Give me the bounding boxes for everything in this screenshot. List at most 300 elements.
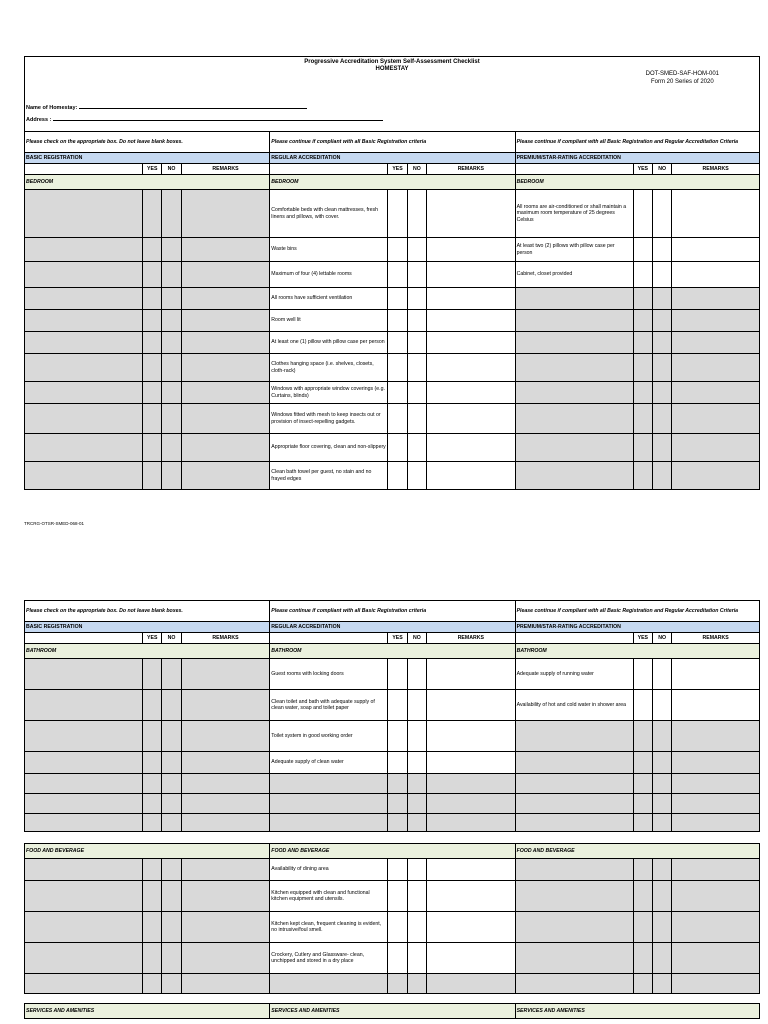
basic-yes-checkbox[interactable] (143, 794, 162, 814)
regular-yes-checkbox[interactable] (388, 354, 407, 382)
table-row (25, 404, 760, 434)
basic-yes-checkbox[interactable] (143, 774, 162, 794)
basic-no-checkbox[interactable] (162, 721, 181, 752)
basic-yes-checkbox[interactable] (143, 814, 162, 832)
premium-yes-checkbox[interactable] (633, 332, 652, 354)
basic-remarks-cell[interactable] (181, 814, 270, 832)
section-basic-registration: BASIC REGISTRATION (25, 622, 270, 633)
premium-criteria-item (515, 288, 633, 310)
column-header-remarks: REMARKS (427, 164, 516, 175)
premium-criteria-item (515, 774, 633, 794)
regular-remarks-cell[interactable] (427, 434, 516, 462)
regular-no-checkbox[interactable] (407, 354, 426, 382)
regular-remarks-cell[interactable] (427, 310, 516, 332)
premium-no-checkbox[interactable] (652, 859, 671, 881)
basic-remarks-cell[interactable] (181, 881, 270, 912)
instruction-basic: Please check on the appropriate box. Do not leave blank boxes. (25, 132, 270, 153)
premium-remarks-cell[interactable] (672, 814, 760, 832)
basic-yes-checkbox[interactable] (143, 462, 162, 490)
basic-criteria-cell (25, 238, 143, 262)
basic-no-checkbox[interactable] (162, 974, 181, 994)
premium-yes-checkbox[interactable] (633, 690, 652, 721)
premium-no-checkbox[interactable] (652, 332, 671, 354)
regular-criteria-item: Adequate supply of clean water (270, 752, 388, 774)
regular-no-checkbox[interactable] (407, 332, 426, 354)
premium-yes-checkbox[interactable] (633, 404, 652, 434)
group-header-bathroom: BATHROOM (25, 644, 270, 659)
basic-yes-checkbox[interactable] (143, 238, 162, 262)
table-row (25, 153, 760, 164)
basic-no-checkbox[interactable] (162, 912, 181, 943)
basic-yes-checkbox[interactable] (143, 354, 162, 382)
basic-criteria-cell (25, 881, 143, 912)
basic-no-checkbox[interactable] (162, 943, 181, 974)
premium-remarks-cell[interactable] (672, 310, 760, 332)
section-regular-accreditation: REGULAR ACCREDITATION (270, 622, 515, 633)
regular-remarks-cell[interactable] (427, 881, 516, 912)
instruction-premium: Please continue if compliant with all Basic Registration and Regular Accreditation Criteria (515, 132, 759, 153)
premium-remarks-cell[interactable] (672, 881, 760, 912)
premium-remarks-cell[interactable] (672, 690, 760, 721)
premium-criteria-item (515, 354, 633, 382)
regular-yes-checkbox[interactable] (388, 794, 407, 814)
premium-criteria-item (515, 332, 633, 354)
premium-criteria-item: At least two (2) pillows with pillow case per person (515, 238, 633, 262)
regular-no-checkbox[interactable] (407, 262, 426, 288)
regular-remarks-cell[interactable] (427, 659, 516, 690)
regular-remarks-cell[interactable] (427, 859, 516, 881)
regular-yes-checkbox[interactable] (388, 382, 407, 404)
basic-yes-checkbox[interactable] (143, 332, 162, 354)
basic-yes-checkbox[interactable] (143, 881, 162, 912)
column-header-no: NO (652, 164, 671, 175)
regular-yes-checkbox[interactable] (388, 404, 407, 434)
basic-yes-checkbox[interactable] (143, 659, 162, 690)
basic-yes-checkbox[interactable] (143, 310, 162, 332)
premium-yes-checkbox[interactable] (633, 310, 652, 332)
premium-remarks-cell[interactable] (672, 404, 760, 434)
regular-no-checkbox[interactable] (407, 288, 426, 310)
form-title: Progressive Accreditation System Self-Assessment Checklist (304, 59, 480, 65)
group-header-bedroom: BEDROOM (270, 175, 515, 190)
regular-no-checkbox[interactable] (407, 690, 426, 721)
premium-no-checkbox[interactable] (652, 690, 671, 721)
group-header-food: FOOD AND BEVERAGE (25, 844, 270, 859)
premium-no-checkbox[interactable] (652, 404, 671, 434)
regular-yes-checkbox[interactable] (388, 912, 407, 943)
form-series: Form 20 Series of 2020 (650, 79, 714, 85)
regular-remarks-cell[interactable] (427, 943, 516, 974)
basic-no-checkbox[interactable] (162, 859, 181, 881)
regular-yes-checkbox[interactable] (388, 943, 407, 974)
basic-yes-checkbox[interactable] (143, 382, 162, 404)
regular-no-checkbox[interactable] (407, 881, 426, 912)
basic-remarks-cell[interactable] (181, 190, 270, 238)
instruction-regular: Please continue if compliant with all Basic Registration criteria (270, 601, 515, 622)
basic-yes-checkbox[interactable] (143, 912, 162, 943)
premium-yes-checkbox[interactable] (633, 288, 652, 310)
regular-remarks-cell[interactable] (427, 794, 516, 814)
regular-yes-checkbox[interactable] (388, 288, 407, 310)
basic-criteria-cell (25, 404, 143, 434)
basic-remarks-cell[interactable] (181, 943, 270, 974)
regular-no-checkbox[interactable] (407, 404, 426, 434)
premium-yes-checkbox[interactable] (633, 752, 652, 774)
basic-remarks-cell[interactable] (181, 752, 270, 774)
basic-criteria-cell (25, 814, 143, 832)
regular-no-checkbox[interactable] (407, 462, 426, 490)
table-row (25, 462, 760, 490)
basic-no-checkbox[interactable] (162, 404, 181, 434)
basic-remarks-cell[interactable] (181, 721, 270, 752)
regular-remarks-cell[interactable] (427, 912, 516, 943)
regular-yes-checkbox[interactable] (388, 434, 407, 462)
premium-criteria-item (515, 881, 633, 912)
premium-no-checkbox[interactable] (652, 814, 671, 832)
instruction-regular: Please continue if compliant with all Basic Registration criteria (270, 132, 515, 153)
regular-no-checkbox[interactable] (407, 434, 426, 462)
basic-no-checkbox[interactable] (162, 774, 181, 794)
basic-no-checkbox[interactable] (162, 814, 181, 832)
basic-no-checkbox[interactable] (162, 434, 181, 462)
basic-criteria-cell (25, 859, 143, 881)
table-row (25, 844, 760, 859)
regular-no-checkbox[interactable] (407, 974, 426, 994)
basic-remarks-cell[interactable] (181, 659, 270, 690)
regular-no-checkbox[interactable] (407, 382, 426, 404)
premium-criteria-item (515, 943, 633, 974)
table-row (25, 859, 760, 881)
premium-criteria-item (515, 974, 633, 994)
regular-yes-checkbox[interactable] (388, 659, 407, 690)
premium-no-checkbox[interactable] (652, 354, 671, 382)
premium-yes-checkbox[interactable] (633, 794, 652, 814)
premium-no-checkbox[interactable] (652, 794, 671, 814)
regular-no-checkbox[interactable] (407, 310, 426, 332)
basic-yes-checkbox[interactable] (143, 190, 162, 238)
basic-remarks-cell[interactable] (181, 354, 270, 382)
basic-remarks-cell[interactable] (181, 332, 270, 354)
basic-no-checkbox[interactable] (162, 794, 181, 814)
premium-remarks-cell[interactable] (672, 912, 760, 943)
basic-remarks-cell[interactable] (181, 859, 270, 881)
regular-remarks-cell[interactable] (427, 690, 516, 721)
regular-criteria-item: Clothes hanging space (i.e. shelves, closets, cloth-rack) (270, 354, 388, 382)
basic-remarks-cell[interactable] (181, 404, 270, 434)
basic-criteria-cell (25, 354, 143, 382)
basic-no-checkbox[interactable] (162, 690, 181, 721)
regular-yes-checkbox[interactable] (388, 310, 407, 332)
regular-criteria-item: Clean toilet and bath with adequate supply of clean water, soap and toilet paper (270, 690, 388, 721)
premium-remarks-cell[interactable] (672, 752, 760, 774)
column-header-no: NO (652, 633, 671, 644)
regular-remarks-cell[interactable] (427, 721, 516, 752)
premium-no-checkbox[interactable] (652, 310, 671, 332)
column-header-yes: YES (388, 164, 407, 175)
basic-no-checkbox[interactable] (162, 881, 181, 912)
regular-criteria-item: Room well lit (270, 310, 388, 332)
regular-remarks-cell[interactable] (427, 190, 516, 238)
premium-yes-checkbox[interactable] (633, 814, 652, 832)
premium-yes-checkbox[interactable] (633, 434, 652, 462)
regular-no-checkbox[interactable] (407, 912, 426, 943)
table-row (25, 434, 760, 462)
premium-remarks-cell[interactable] (672, 382, 760, 404)
homestay-name-field[interactable] (26, 103, 307, 111)
basic-remarks-cell[interactable] (181, 288, 270, 310)
table-row (25, 994, 760, 1004)
basic-yes-checkbox[interactable] (143, 859, 162, 881)
premium-criteria-item: Adequate supply of running water (515, 659, 633, 690)
basic-remarks-cell[interactable] (181, 434, 270, 462)
premium-remarks-cell[interactable] (672, 462, 760, 490)
basic-remarks-cell[interactable] (181, 774, 270, 794)
premium-remarks-cell[interactable] (672, 332, 760, 354)
regular-no-checkbox[interactable] (407, 752, 426, 774)
table-row (25, 164, 760, 175)
regular-no-checkbox[interactable] (407, 859, 426, 881)
section-regular-accreditation: REGULAR ACCREDITATION (270, 153, 515, 164)
column-header-yes: YES (143, 164, 162, 175)
regular-remarks-cell[interactable] (427, 462, 516, 490)
premium-criteria-item (515, 794, 633, 814)
group-header-services: SERVICES AND AMENITIES (515, 1004, 759, 1019)
regular-yes-checkbox[interactable] (388, 814, 407, 832)
premium-no-checkbox[interactable] (652, 659, 671, 690)
basic-remarks-cell[interactable] (181, 382, 270, 404)
basic-no-checkbox[interactable] (162, 462, 181, 490)
regular-yes-checkbox[interactable] (388, 238, 407, 262)
regular-yes-checkbox[interactable] (388, 721, 407, 752)
premium-remarks-cell[interactable] (672, 659, 760, 690)
premium-criteria-item: Availability of hot and cold water in shower area (515, 690, 633, 721)
basic-criteria-cell (25, 434, 143, 462)
premium-no-checkbox[interactable] (652, 912, 671, 943)
basic-yes-checkbox[interactable] (143, 262, 162, 288)
premium-remarks-cell[interactable] (672, 721, 760, 752)
regular-remarks-cell[interactable] (427, 332, 516, 354)
premium-yes-checkbox[interactable] (633, 382, 652, 404)
premium-remarks-cell[interactable] (672, 774, 760, 794)
premium-no-checkbox[interactable] (652, 943, 671, 974)
regular-yes-checkbox[interactable] (388, 859, 407, 881)
regular-remarks-cell[interactable] (427, 238, 516, 262)
premium-no-checkbox[interactable] (652, 382, 671, 404)
bathroom-food-checklist-table (24, 600, 760, 1019)
basic-no-checkbox[interactable] (162, 354, 181, 382)
regular-yes-checkbox[interactable] (388, 881, 407, 912)
premium-criteria-item (515, 752, 633, 774)
regular-criteria-item: Availability of dining area (270, 859, 388, 881)
column-header-criteria (25, 633, 143, 644)
premium-yes-checkbox[interactable] (633, 190, 652, 238)
regular-criteria-item: Appropriate floor covering, clean and non-slippery (270, 434, 388, 462)
regular-no-checkbox[interactable] (407, 774, 426, 794)
basic-criteria-cell (25, 659, 143, 690)
premium-yes-checkbox[interactable] (633, 774, 652, 794)
basic-no-checkbox[interactable] (162, 659, 181, 690)
basic-remarks-cell[interactable] (181, 794, 270, 814)
column-header-criteria (270, 164, 388, 175)
regular-no-checkbox[interactable] (407, 814, 426, 832)
regular-remarks-cell[interactable] (427, 288, 516, 310)
column-header-no: NO (407, 164, 426, 175)
form-subtitle: HOMESTAY (375, 66, 409, 72)
premium-remarks-cell[interactable] (672, 288, 760, 310)
regular-criteria-item: Clean bath towel per guest, no stain and no frayed edges (270, 462, 388, 490)
premium-no-checkbox[interactable] (652, 881, 671, 912)
premium-remarks-cell[interactable] (672, 262, 760, 288)
regular-criteria-item: Guest rooms with locking doors (270, 659, 388, 690)
premium-yes-checkbox[interactable] (633, 943, 652, 974)
basic-remarks-cell[interactable] (181, 690, 270, 721)
basic-no-checkbox[interactable] (162, 238, 181, 262)
basic-no-checkbox[interactable] (162, 288, 181, 310)
premium-yes-checkbox[interactable] (633, 262, 652, 288)
column-header-yes: YES (388, 633, 407, 644)
regular-yes-checkbox[interactable] (388, 774, 407, 794)
basic-criteria-cell (25, 912, 143, 943)
basic-yes-checkbox[interactable] (143, 434, 162, 462)
regular-remarks-cell[interactable] (427, 404, 516, 434)
basic-criteria-cell (25, 774, 143, 794)
basic-no-checkbox[interactable] (162, 262, 181, 288)
regular-yes-checkbox[interactable] (388, 332, 407, 354)
homestay-name-line[interactable] (79, 103, 307, 109)
premium-no-checkbox[interactable] (652, 190, 671, 238)
premium-remarks-cell[interactable] (672, 974, 760, 994)
group-header-food: FOOD AND BEVERAGE (270, 844, 515, 859)
premium-yes-checkbox[interactable] (633, 912, 652, 943)
premium-no-checkbox[interactable] (652, 288, 671, 310)
basic-no-checkbox[interactable] (162, 332, 181, 354)
address-field[interactable] (26, 115, 383, 123)
regular-remarks-cell[interactable] (427, 752, 516, 774)
regular-criteria-item: Windows fitted with mesh to keep insects out or provision of insect-repelling gadgets. (270, 404, 388, 434)
premium-remarks-cell[interactable] (672, 794, 760, 814)
premium-no-checkbox[interactable] (652, 262, 671, 288)
section-basic-registration: BASIC REGISTRATION (25, 153, 270, 164)
basic-yes-checkbox[interactable] (143, 404, 162, 434)
premium-no-checkbox[interactable] (652, 774, 671, 794)
basic-no-checkbox[interactable] (162, 310, 181, 332)
premium-no-checkbox[interactable] (652, 434, 671, 462)
regular-yes-checkbox[interactable] (388, 462, 407, 490)
regular-remarks-cell[interactable] (427, 974, 516, 994)
premium-yes-checkbox[interactable] (633, 238, 652, 262)
regular-yes-checkbox[interactable] (388, 262, 407, 288)
basic-yes-checkbox[interactable] (143, 752, 162, 774)
regular-remarks-cell[interactable] (427, 774, 516, 794)
regular-criteria-item (270, 774, 388, 794)
regular-no-checkbox[interactable] (407, 190, 426, 238)
regular-remarks-cell[interactable] (427, 382, 516, 404)
basic-yes-checkbox[interactable] (143, 690, 162, 721)
premium-no-checkbox[interactable] (652, 974, 671, 994)
premium-criteria-item (515, 462, 633, 490)
premium-remarks-cell[interactable] (672, 434, 760, 462)
address-label: Address : (26, 117, 53, 123)
basic-remarks-cell[interactable] (181, 462, 270, 490)
table-row (25, 644, 760, 659)
premium-yes-checkbox[interactable] (633, 659, 652, 690)
premium-no-checkbox[interactable] (652, 238, 671, 262)
premium-remarks-cell[interactable] (672, 943, 760, 974)
basic-yes-checkbox[interactable] (143, 288, 162, 310)
regular-criteria-item (270, 974, 388, 994)
address-line[interactable] (53, 115, 383, 121)
regular-no-checkbox[interactable] (407, 238, 426, 262)
regular-yes-checkbox[interactable] (388, 690, 407, 721)
regular-yes-checkbox[interactable] (388, 974, 407, 994)
basic-remarks-cell[interactable] (181, 238, 270, 262)
form-code: DOT-SMED-SAF-HOM-001 (645, 71, 719, 77)
regular-yes-checkbox[interactable] (388, 752, 407, 774)
regular-criteria-item: At least one (1) pillow with pillow case per person (270, 332, 388, 354)
premium-yes-checkbox[interactable] (633, 721, 652, 752)
premium-yes-checkbox[interactable] (633, 462, 652, 490)
basic-yes-checkbox[interactable] (143, 721, 162, 752)
basic-no-checkbox[interactable] (162, 190, 181, 238)
premium-yes-checkbox[interactable] (633, 974, 652, 994)
premium-remarks-cell[interactable] (672, 354, 760, 382)
column-header-no: NO (162, 164, 181, 175)
regular-no-checkbox[interactable] (407, 943, 426, 974)
spacer-row (25, 994, 760, 1004)
premium-remarks-cell[interactable] (672, 859, 760, 881)
premium-yes-checkbox[interactable] (633, 881, 652, 912)
regular-remarks-cell[interactable] (427, 814, 516, 832)
basic-no-checkbox[interactable] (162, 752, 181, 774)
column-header-remarks: REMARKS (427, 633, 516, 644)
premium-no-checkbox[interactable] (652, 752, 671, 774)
premium-no-checkbox[interactable] (652, 721, 671, 752)
column-header-yes: YES (633, 164, 652, 175)
basic-criteria-cell (25, 462, 143, 490)
regular-no-checkbox[interactable] (407, 659, 426, 690)
regular-no-checkbox[interactable] (407, 794, 426, 814)
basic-yes-checkbox[interactable] (143, 943, 162, 974)
basic-criteria-cell (25, 752, 143, 774)
basic-remarks-cell[interactable] (181, 310, 270, 332)
premium-remarks-cell[interactable] (672, 238, 760, 262)
basic-remarks-cell[interactable] (181, 974, 270, 994)
regular-remarks-cell[interactable] (427, 262, 516, 288)
table-row (25, 943, 760, 974)
basic-remarks-cell[interactable] (181, 262, 270, 288)
group-header-food: FOOD AND BEVERAGE (515, 844, 759, 859)
table-row (25, 310, 760, 332)
table-row (25, 132, 760, 153)
basic-criteria-cell (25, 262, 143, 288)
table-row (25, 659, 760, 690)
footer-code: TRCRG-OTSR-SMED-068-01 (24, 521, 85, 526)
table-row (25, 1004, 760, 1019)
regular-no-checkbox[interactable] (407, 721, 426, 752)
basic-remarks-cell[interactable] (181, 912, 270, 943)
regular-yes-checkbox[interactable] (388, 190, 407, 238)
basic-no-checkbox[interactable] (162, 382, 181, 404)
premium-criteria-item (515, 859, 633, 881)
premium-yes-checkbox[interactable] (633, 859, 652, 881)
premium-no-checkbox[interactable] (652, 462, 671, 490)
basic-yes-checkbox[interactable] (143, 974, 162, 994)
regular-remarks-cell[interactable] (427, 354, 516, 382)
column-header-no: NO (407, 633, 426, 644)
regular-criteria-item: All rooms have sufficient ventilation (270, 288, 388, 310)
premium-remarks-cell[interactable] (672, 190, 760, 238)
premium-yes-checkbox[interactable] (633, 354, 652, 382)
